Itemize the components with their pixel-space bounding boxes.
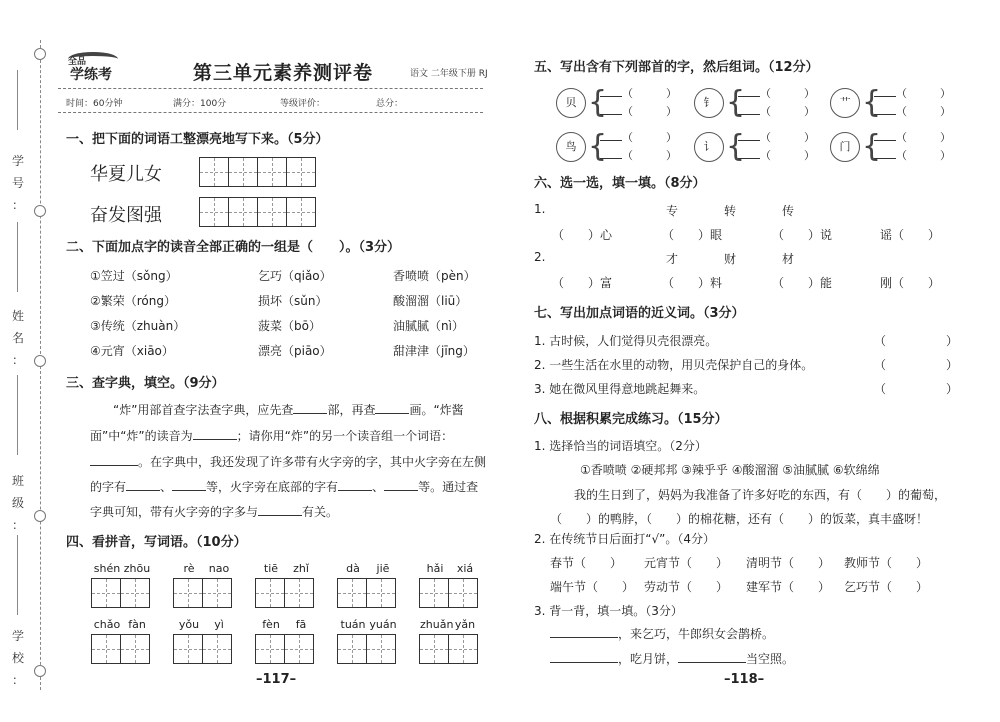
paper-meta: 语文 二年级下册 RJ: [410, 69, 488, 79]
sec3-line-2: 面”中“炸”的读音为 ；请你用“炸”的另一个读音组一个词语：: [90, 429, 454, 443]
brace-icon: {: [588, 85, 608, 120]
radical-badge: 门: [830, 132, 860, 162]
pinyin-item[interactable]: dà jiē: [338, 562, 398, 608]
option-2c: 酸溜溜（liū）: [393, 294, 468, 308]
option-1c: 香喷喷（pèn）: [393, 269, 476, 283]
section-3-title: 三、查字典，填空。（9分）: [66, 376, 225, 391]
brace-icon: {: [862, 85, 882, 120]
writing-grid-1[interactable]: [200, 157, 316, 187]
blank-pinyin[interactable]: [193, 439, 237, 440]
question-8-3: 3. 背一背，填一填。（3分）: [534, 604, 683, 618]
synonym-answer-1[interactable]: （ ）: [874, 334, 959, 348]
brace-icon: {: [588, 129, 608, 164]
choice-char: 才: [666, 252, 679, 266]
name-line[interactable]: [17, 222, 18, 292]
brace-icon: {: [862, 129, 882, 164]
radical-answer-pair[interactable]: （ ） （ ）: [738, 85, 815, 121]
binding-hole: [34, 205, 46, 217]
blank-left-1[interactable]: [126, 490, 160, 491]
choice-char: 材: [782, 252, 795, 266]
sec3-line-4: 的字有 、 等，火字旁在底部的字有 、 等。通过查: [90, 480, 479, 494]
pinyin-item[interactable]: yǒu yì: [174, 618, 234, 664]
page-number-117: –117–: [256, 672, 297, 687]
section-2-title: 二、下面加点字的读音全部正确的一组是（ ）。（3分）: [66, 240, 401, 255]
option-2b: 损坏（sǔn）: [258, 294, 328, 308]
pinyin-item[interactable]: tiē zhǐ: [256, 562, 316, 608]
fill-paragraph-line-2[interactable]: （ ）的鸭脖，（ ）的棉花糖，还有（ ）的饭菜，真丰盛呀！: [550, 512, 929, 526]
option-3a: ③传统（zhuàn）: [90, 319, 186, 333]
option-4b: 漂亮（piāo）: [258, 344, 332, 358]
group-2-number: 2.: [534, 250, 546, 264]
sec3-line-3: 。在字典中，我还发现了许多带有火字旁的字，其中火字旁在左侧: [90, 450, 486, 474]
divider: [58, 88, 483, 89]
festival-check[interactable]: 教师节（ ）: [844, 556, 929, 570]
blank-bottom-2[interactable]: [384, 490, 418, 491]
school-line[interactable]: [17, 535, 18, 615]
blank-recite-1[interactable]: [550, 637, 618, 638]
copy-word-2: 奋发图强: [90, 205, 162, 226]
fill-item[interactable]: （ ）心: [552, 228, 613, 242]
binding-hole: [34, 510, 46, 522]
brace-icon: {: [726, 129, 746, 164]
fill-item[interactable]: （ ）富: [552, 276, 613, 290]
blank-radical[interactable]: [293, 413, 327, 414]
pinyin-item[interactable]: chǎo fàn: [92, 618, 152, 664]
option-1b: 乞巧（qiǎo）: [258, 269, 332, 283]
festival-check[interactable]: 春节（ ）: [550, 556, 623, 570]
choice-char: 转: [724, 204, 737, 218]
blank-related[interactable]: [258, 515, 302, 516]
class-label: 班 级 ：: [11, 474, 24, 532]
total-score-label: 总分：: [376, 99, 404, 109]
binding-margin: [0, 0, 55, 722]
radical-badge: 艹: [830, 88, 860, 118]
binding-hole: [34, 355, 46, 367]
blank-recite-3[interactable]: [678, 662, 746, 663]
fill-item[interactable]: （ ）说: [772, 228, 833, 242]
choice-char: 专: [666, 204, 679, 218]
paper-title: 第三单元素养测评卷: [193, 62, 374, 84]
section-5-title: 五、写出含有下列部首的字，然后组词。（12分）: [534, 60, 819, 75]
radical-answer-pair[interactable]: （ ） （ ）: [738, 129, 815, 165]
radical-answer-pair[interactable]: （ ） （ ）: [874, 129, 951, 165]
writing-grid-2[interactable]: [200, 197, 316, 227]
sec3-line-1: “炸”用部首查字法查字典，应先查 部，再查 画。“炸酱: [113, 403, 464, 417]
time-info: 时间：60分钟: [66, 99, 123, 109]
school-label: 学 校 ：: [11, 629, 24, 687]
fill-item[interactable]: 刚（ ）: [880, 276, 941, 290]
section-6-title: 六、选一选，填一填。（8分）: [534, 176, 706, 191]
blank-word[interactable]: [90, 465, 138, 466]
option-3c: 油腻腻（nì）: [393, 319, 464, 333]
synonym-item-3: 3. 她在微风里得意地跳起舞来。: [534, 382, 706, 396]
synonym-item-2: 2. 一些生活在水里的动物，用贝壳保护自己的身体。: [534, 358, 814, 372]
pinyin-item[interactable]: zhuǎn yǎn: [420, 618, 480, 664]
option-3b: 菠菜（bō）: [258, 319, 321, 333]
publisher-logo: 全品 学练考: [66, 52, 122, 82]
section-8-title: 八、根据积累完成练习。（15分）: [534, 412, 728, 427]
question-8-1: 1. 选择恰当的词语填空。（2分）: [534, 439, 707, 453]
pinyin-item[interactable]: rè nao: [174, 562, 234, 608]
pinyin-item[interactable]: fèn fā: [256, 618, 316, 664]
pinyin-item[interactable]: hǎi xiá: [420, 562, 480, 608]
radical-badge: 贝: [556, 88, 586, 118]
fill-item[interactable]: 谣（ ）: [880, 228, 941, 242]
pinyin-item[interactable]: tuán yuán: [338, 618, 398, 664]
radical-badge: 钅: [694, 88, 724, 118]
radical-badge: 讠: [694, 132, 724, 162]
festival-check[interactable]: 清明节（ ）: [746, 556, 831, 570]
page-number-118: –118–: [724, 672, 765, 687]
recite-line-1: ，来乞巧，牛郎织女会鹊桥。: [550, 622, 774, 646]
blank-left-2[interactable]: [172, 490, 206, 491]
festival-check[interactable]: 元宵节（ ）: [644, 556, 729, 570]
page-118: [528, 0, 968, 722]
brace-icon: {: [726, 85, 746, 120]
synonym-answer-2[interactable]: （ ）: [874, 358, 959, 372]
page-117: [58, 0, 488, 722]
option-1a: ①笠过（sǒng）: [90, 269, 178, 283]
festival-check[interactable]: 劳动节（ ）: [644, 580, 729, 594]
synonym-item-1: 1. 古时候，人们觉得贝壳很漂亮。: [534, 334, 718, 348]
section-1-title: 一、把下面的词语工整漂亮地写下来。（5分）: [66, 132, 329, 147]
divider: [58, 112, 483, 113]
sec3-line-5: 字典可知，带有火字旁的字多与 有关。: [90, 505, 339, 519]
blank-recite-2[interactable]: [550, 662, 618, 663]
binding-hole: [34, 665, 46, 677]
radical-answer-pair[interactable]: （ ） （ ）: [600, 85, 677, 121]
student-id-line[interactable]: [17, 70, 18, 130]
option-4a: ④元宵（xiāo）: [90, 344, 174, 358]
fill-item[interactable]: （ ）眼: [662, 228, 723, 242]
class-line[interactable]: [17, 375, 18, 455]
section-4-title: 四、看拼音，写词语。（10分）: [66, 535, 247, 550]
pinyin-item[interactable]: shén zhōu: [92, 562, 152, 608]
question-8-2: 2. 在传统节日后面打“√”。（4分）: [534, 532, 715, 546]
festival-check[interactable]: 建军节（ ）: [746, 580, 831, 594]
radical-answer-pair[interactable]: （ ） （ ）: [600, 129, 677, 165]
option-2a: ②繁荣（róng）: [90, 294, 176, 308]
copy-word-1: 华夏儿女: [90, 164, 162, 185]
blank-strokes[interactable]: [375, 413, 409, 414]
festival-check[interactable]: 端午节（ ）: [550, 580, 635, 594]
radical-badge: 鸟: [556, 132, 586, 162]
blank-bottom-1[interactable]: [338, 490, 372, 491]
student-id-label: 学 号 ：: [11, 154, 24, 212]
word-options: ①香喷喷 ②硬邦邦 ③辣乎乎 ④酸溜溜 ⑤油腻腻 ⑥软绵绵: [580, 463, 880, 477]
binding-hole: [34, 48, 46, 60]
fill-paragraph-line-1[interactable]: 我的生日到了，妈妈为我准备了许多好吃的东西，有（ ）的葡萄，: [574, 488, 947, 502]
choice-char: 传: [782, 204, 795, 218]
fill-item[interactable]: （ ）能: [772, 276, 833, 290]
group-1-number: 1.: [534, 202, 546, 216]
grade-eval-label: 等级评价：: [280, 99, 326, 109]
choice-char: 财: [724, 252, 737, 266]
recite-line-2: ，吃月饼， 当空照。: [550, 647, 794, 671]
full-score-info: 满分：100分: [173, 99, 227, 109]
option-4c: 甜津津（jīng）: [393, 344, 475, 358]
section-7-title: 七、写出加点词语的近义词。（3分）: [534, 306, 745, 321]
fill-item[interactable]: （ ）料: [662, 276, 723, 290]
radical-answer-pair[interactable]: （ ） （ ）: [874, 85, 951, 121]
synonym-answer-3[interactable]: （ ）: [874, 382, 959, 396]
festival-check[interactable]: 乞巧节（ ）: [844, 580, 929, 594]
name-label: 姓 名 ：: [11, 309, 24, 367]
